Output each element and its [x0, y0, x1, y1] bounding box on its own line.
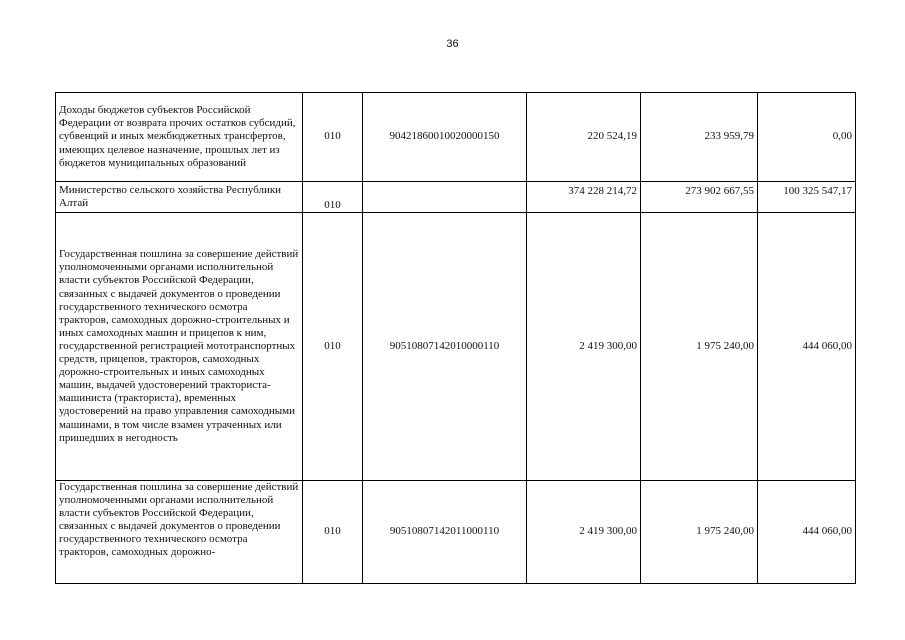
row-name: Министерство сельского хозяйства Республики Алтай — [56, 182, 303, 213]
row-value-3: 444 060,00 — [758, 481, 856, 584]
table-row — [56, 93, 856, 182]
row-value-3: 100 325 547,17 — [758, 182, 856, 213]
row-value-2: 233 959,79 — [641, 93, 758, 182]
row-value-2: 1 975 240,00 — [641, 213, 758, 481]
row-value-3: 0,00 — [758, 93, 856, 182]
row-value-2: 1 975 240,00 — [641, 481, 758, 584]
table-row — [56, 481, 856, 584]
row-kbk: 90510807142011000110 — [363, 481, 527, 584]
row-code: 010 — [303, 481, 363, 584]
row-name: Государственная пошлина за совершение действий уполномоченными органами исполнительной власти субъектов Российской Федерации, связанных с выдачей документов о проведении государственного технического осмотра тракторов, самоходных дорожно- — [56, 481, 303, 584]
row-value-2: 273 902 667,55 — [641, 182, 758, 213]
row-kbk: 90510807142010000110 — [363, 213, 527, 481]
budget-table — [55, 92, 856, 584]
row-code: 010 — [303, 93, 363, 182]
row-name: Доходы бюджетов субъектов Российской Федерации от возврата прочих остатков субсидий, субвенций и иных межбюджетных трансфертов, имеющих целевое назначение, прошлых лет из бюджетов муниципальных образований — [56, 93, 303, 182]
row-value-3: 444 060,00 — [758, 213, 856, 481]
table-row — [56, 182, 856, 213]
row-value-1: 2 419 300,00 — [527, 213, 641, 481]
row-code: 010 — [303, 182, 363, 213]
row-name: Государственная пошлина за совершение действий уполномоченными органами исполнительной власти субъектов Российской Федерации, связанных с выдачей документов о проведении государственного технического осмотра тракторов, самоходных дорожно-строительных и иных самоходных машин и прицепов к ним, государственной регистрацией мототранспортных средств, прицепов, тракторов, самоходных дорожно-строительных и иных самоходных машин, выдачей удостоверений тракториста-машиниста (тракториста), временных удостоверений на право управления самоходными машинами, в том числе взамен утраченных или пришедших в негодность — [56, 213, 303, 481]
row-code: 010 — [303, 213, 363, 481]
row-value-1: 220 524,19 — [527, 93, 641, 182]
row-value-1: 374 228 214,72 — [527, 182, 641, 213]
table-row — [56, 213, 856, 481]
row-value-1: 2 419 300,00 — [527, 481, 641, 584]
row-kbk: 90421860010020000150 — [363, 93, 527, 182]
page-number: 36 — [446, 38, 459, 50]
row-kbk — [363, 182, 527, 213]
